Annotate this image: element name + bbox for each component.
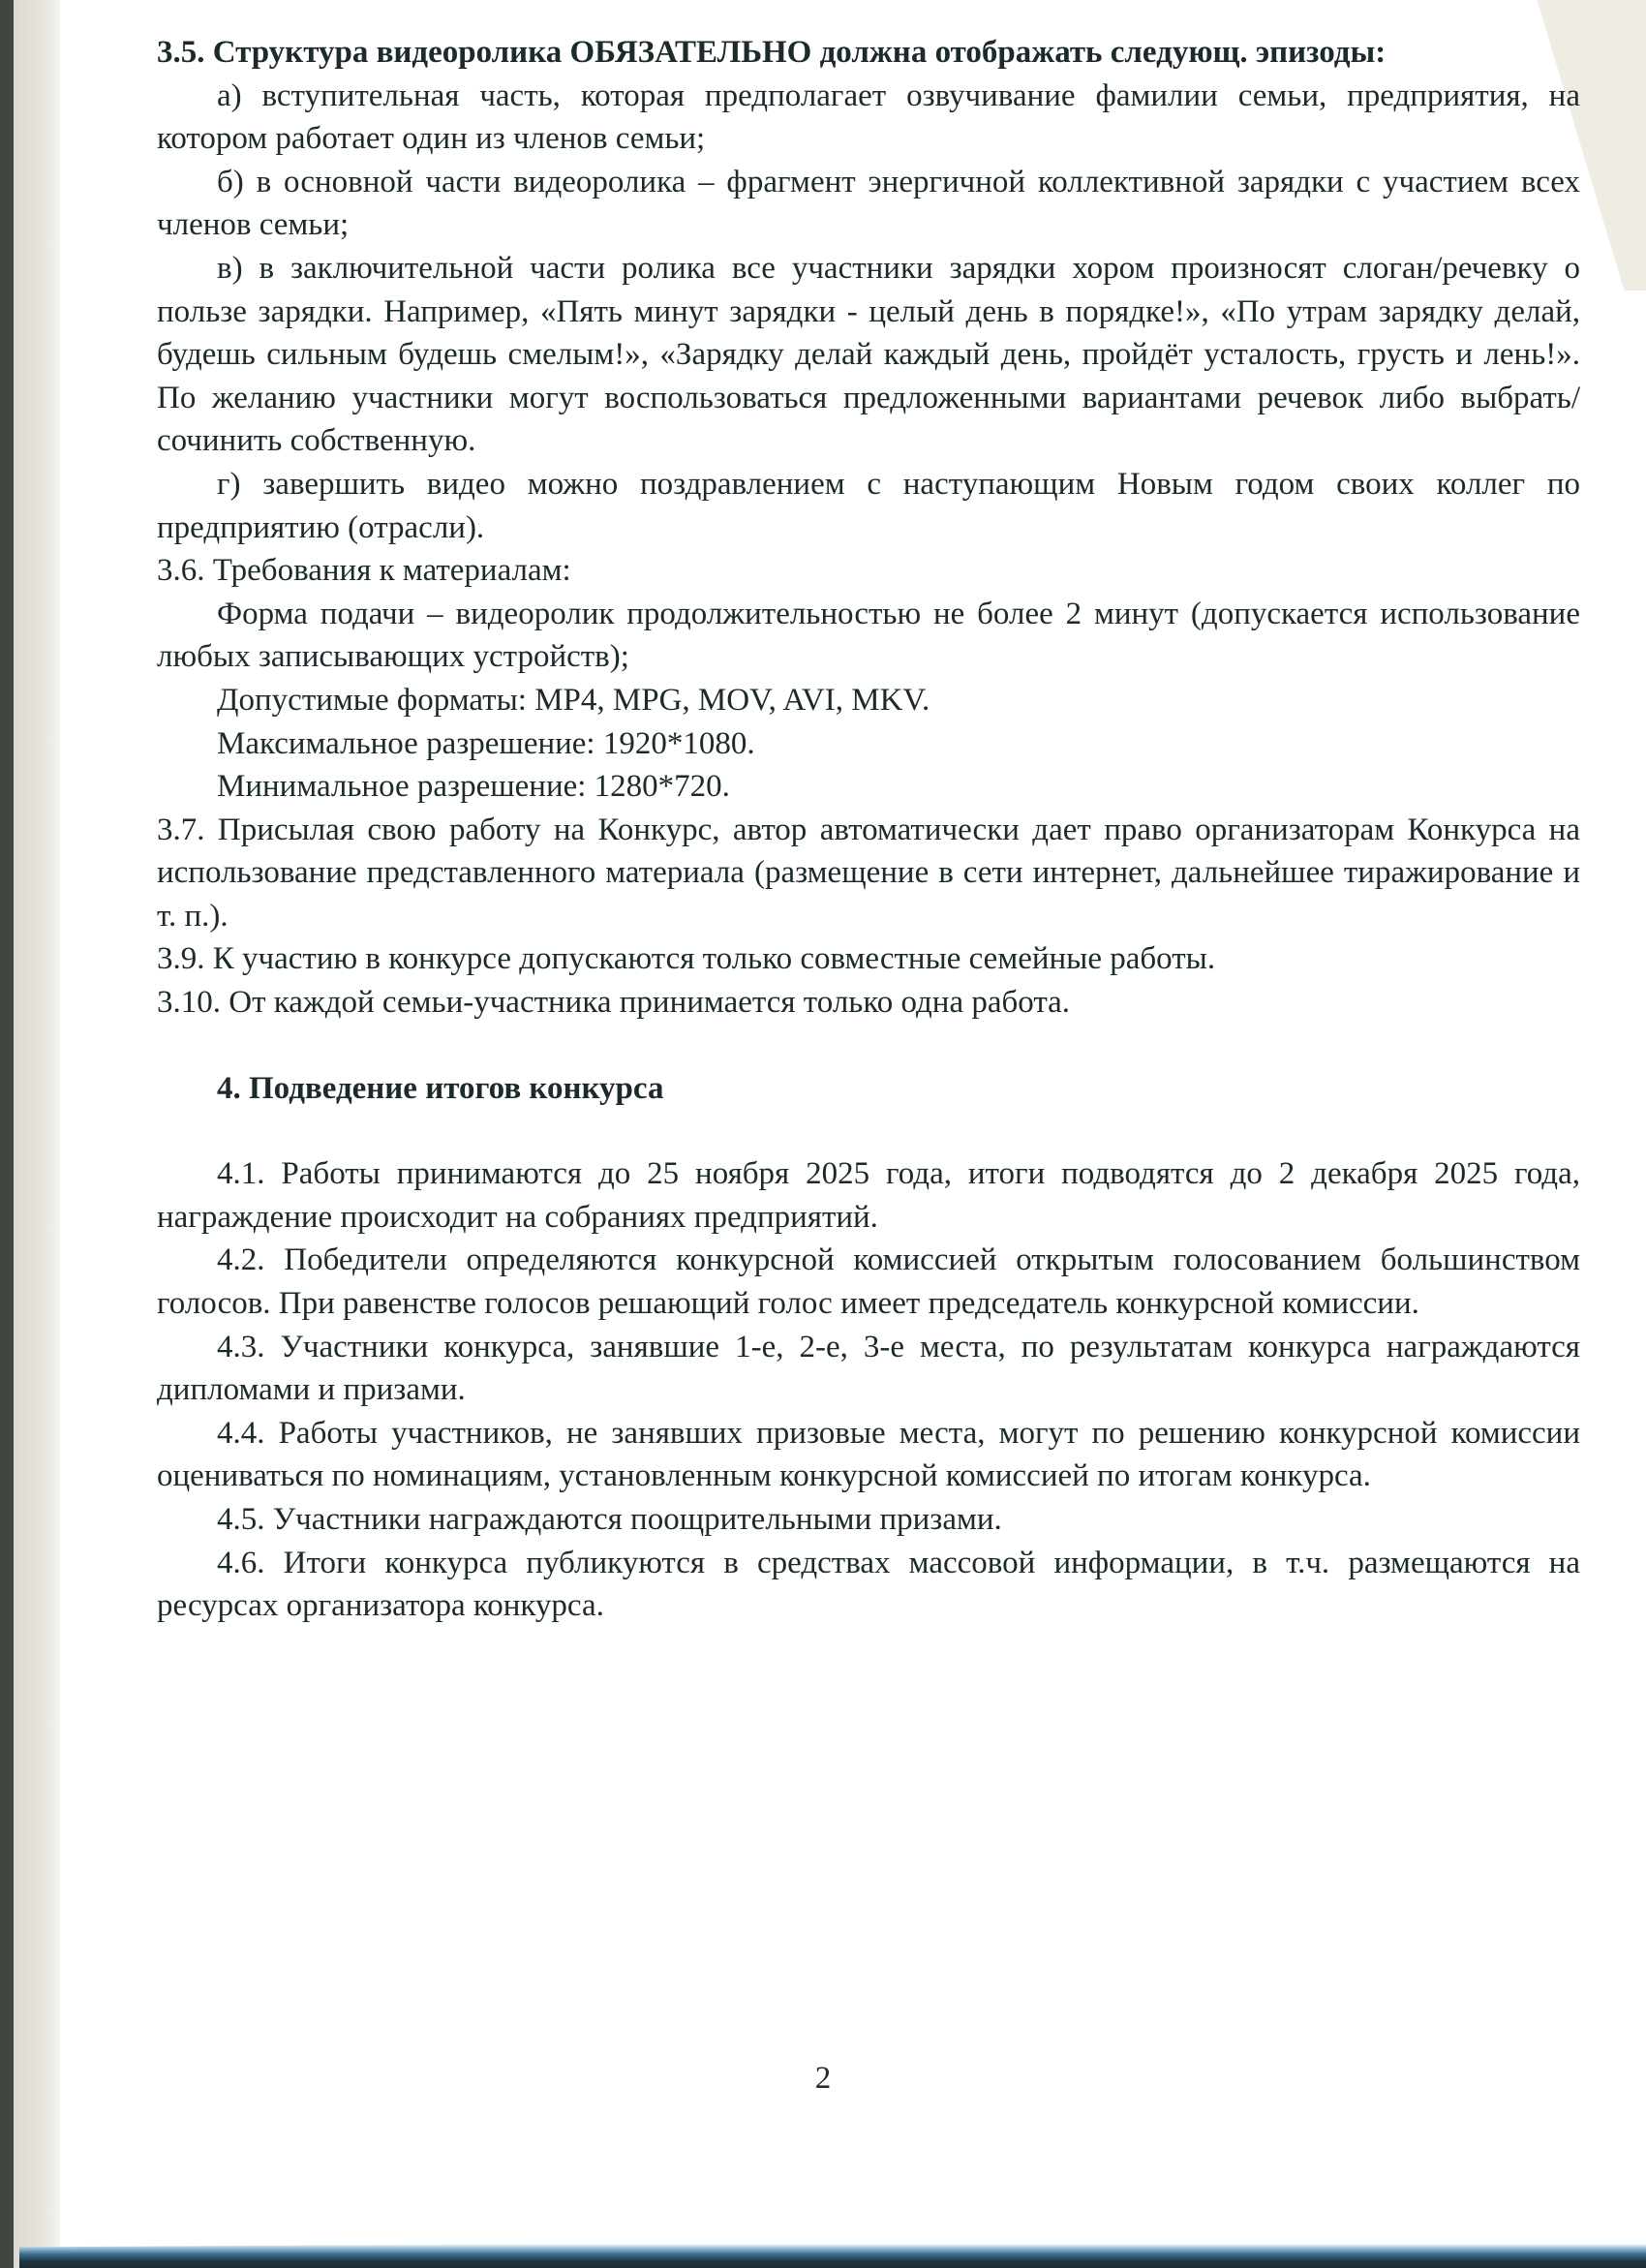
scan-edge-strip — [14, 0, 60, 2268]
section-3-5-item-b: б) в основной части видеоролика – фрагмент энергичной коллективной зарядки с участием всех членов семьи; — [157, 164, 1580, 243]
section-4-2: 4.2. Победители определяются конкурсной комиссией открытым голосованием большинством голосов. При равенстве голосов решающий голос имеет председатель конкурсной комиссии. — [157, 1242, 1580, 1322]
section-3-6-item-min-res: Минимальное разрешение: 1280*720. — [217, 769, 730, 805]
section-3-5-item-a: а) вступительная часть, которая предполагает озвучивание фамилии семьи, предприятия, на котором работает один из членов семьи; — [157, 77, 1580, 157]
section-3-10: 3.10. От каждой семьи-участника принимается только одна работа. — [157, 985, 1071, 1021]
section-3-5-title: 3.5. Структура видеоролика ОБЯЗАТЕЛЬНО должна отображать следующ. эпизоды: — [157, 35, 1387, 70]
section-3-7: 3.7. Присылая свою работу на Конкурс, автор автоматически дает право организаторам Конкурса на использование представленного материала (размещение в сети интернет, дальнейшее тиражирование и т. п.). — [157, 812, 1580, 934]
section-3-5-item-c: в) в заключительной части ролика все участники зарядки хором произносят слоган/речевку о пользе зарядки. Например, «Пять минут зарядки - целый день в порядке!», «По утрам зарядку делай, будешь сильным будешь смелым!», «Зарядку делай каждый день, пройдёт усталость, грусть и лень!». По желанию участники могут воспользоваться предложенными вариантами речевок либо выбрать/сочинить собственную. — [157, 250, 1580, 459]
section-3-6-item-formats: Допустимые форматы: MP4, MPG, MOV, AVI, MKV. — [217, 682, 930, 718]
scan-bottom-edge — [19, 2233, 1646, 2268]
page-number: 2 — [814, 2061, 832, 2096]
section-3-6-title: 3.6. Требования к материалам: — [157, 553, 571, 589]
section-4-5: 4.5. Участники награждаются поощрительными призами. — [217, 1502, 1002, 1537]
section-3-9: 3.9. К участию в конкурсе допускаются только совместные семейные работы. — [157, 941, 1216, 977]
document-page — [157, 31, 1580, 1628]
section-3-6-item-format: Форма подачи – видеоролик продолжительностью не более 2 минут (допускается использование любых записывающих устройств); — [157, 596, 1580, 675]
section-4-heading: 4. Подведение итогов конкурса — [217, 1070, 664, 1106]
section-4-6: 4.6. Итоги конкурса публикуются в средствах массовой информации, в т.ч. размещаются на ресурсах организатора конкурса. — [157, 1545, 1580, 1624]
section-4-3: 4.3. Участники конкурса, занявшие 1-е, 2-е, 3-е места, по результатам конкурса награждаются дипломами и призами. — [157, 1329, 1580, 1408]
section-3-6-item-max-res: Максимальное разрешение: 1920*1080. — [217, 725, 755, 761]
section-3-5-item-d: г) завершить видео можно поздравлением с наступающим Новым годом своих коллег по предприятию (отрасли). — [157, 466, 1580, 545]
section-4-1: 4.1. Работы принимаются до 25 ноября 2025 года, итоги подводятся до 2 декабря 2025 года, награждение происходит на собраниях предприятий. — [157, 1156, 1580, 1235]
section-4-4: 4.4. Работы участников, не занявших призовые места, могут по решению конкурсной комиссии оцениваться по номинациям, установленным конкурсной комиссией по итогам конкурса. — [157, 1415, 1580, 1494]
